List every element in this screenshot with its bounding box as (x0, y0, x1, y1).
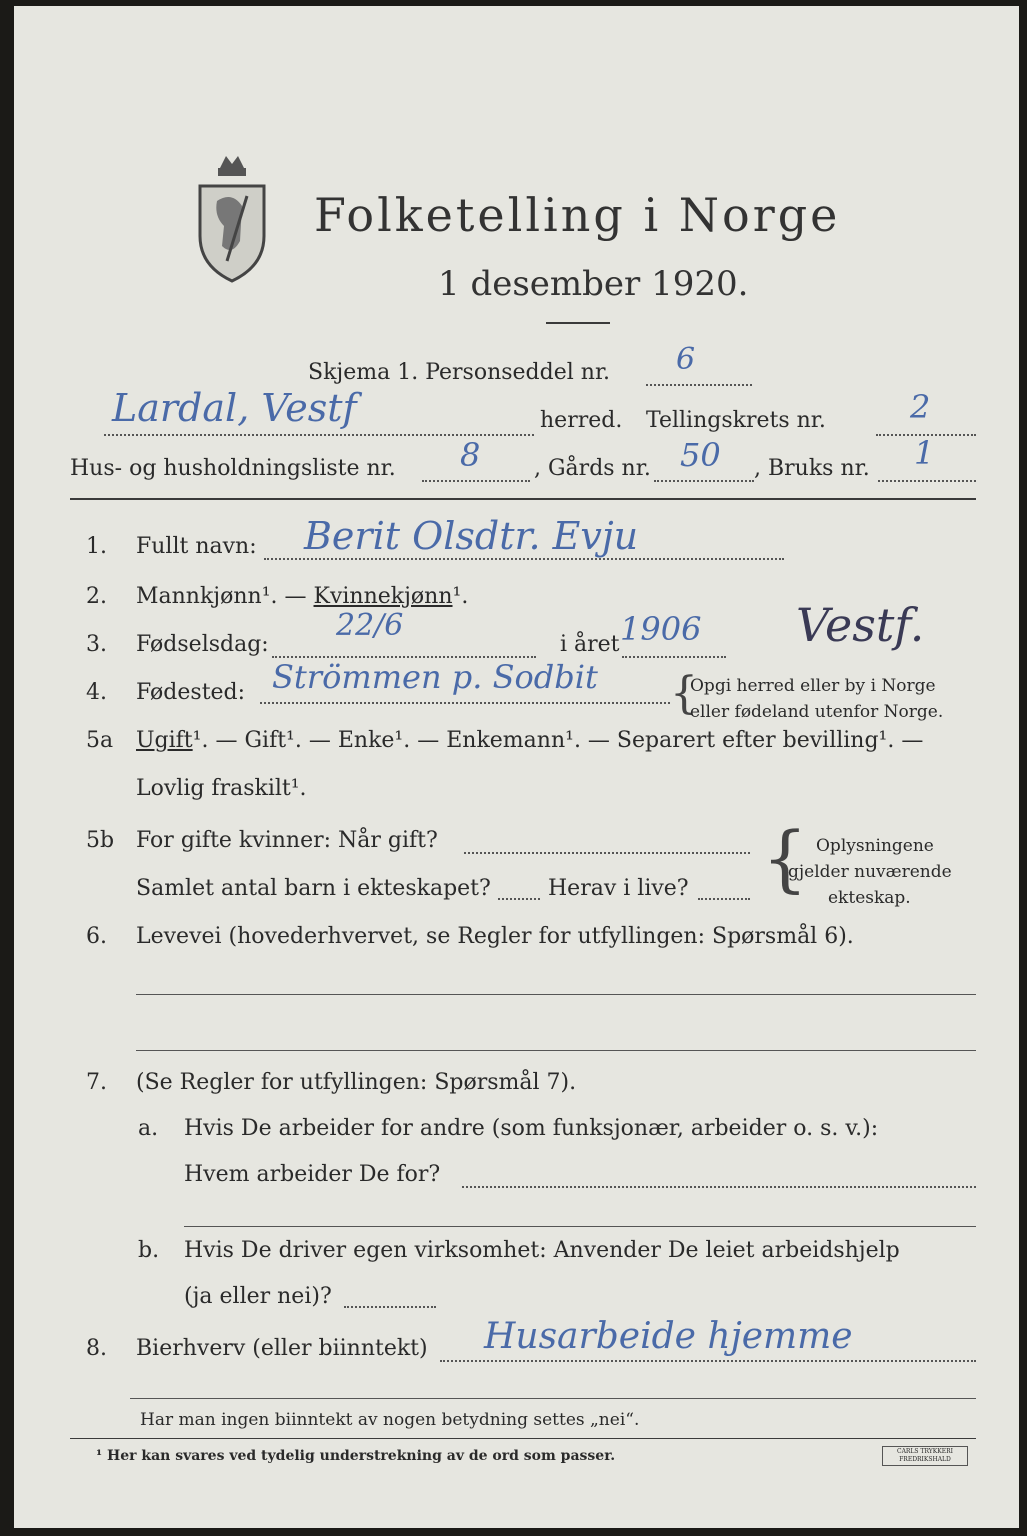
side-income-field[interactable] (440, 1360, 976, 1362)
q8-label: Bierhverv (eller biinntekt) (136, 1336, 428, 1361)
q7b-text: Hvis De driver egen virksomhet: Anvender De leiet arbeidshjelp (184, 1238, 900, 1263)
q5a-options (136, 728, 923, 753)
margin-note: Vestf. (796, 598, 925, 652)
side-income-line-2[interactable] (130, 1398, 976, 1399)
q3-label: Fødselsdag: (136, 632, 269, 657)
printer-stamp: CARLS TRYKKERI FREDRIKSHALD (882, 1446, 968, 1466)
side-income-value: Husarbeide hjemme (484, 1316, 853, 1357)
footer-note: Har man ingen biinntekt av nogen betydning settes „nei“. (140, 1410, 640, 1430)
q7-label: (Se Regler for utfyllingen: Spørsmål 7). (136, 1070, 577, 1095)
herred-label: herred. (540, 408, 623, 433)
q5b-number: 5b (86, 828, 115, 853)
title-divider (546, 322, 610, 324)
employer-field[interactable] (462, 1186, 976, 1188)
q4-hint-2: eller fødeland utenfor Norge. (690, 702, 944, 722)
children-field[interactable] (498, 898, 540, 900)
tellingskrets-value: 2 (910, 388, 931, 426)
q5a-other-options[interactable]: ¹. — Gift¹. — Enke¹. — Enkemann¹. — Separert efter bevilling¹. — (192, 728, 924, 753)
bruks-field[interactable] (878, 480, 976, 482)
gards-label: , Gårds nr. (534, 456, 651, 481)
q2-options (136, 584, 468, 609)
q1-label: Fullt navn: (136, 534, 257, 559)
married-date-field[interactable] (464, 852, 750, 854)
gards-field[interactable] (654, 480, 754, 482)
q5b-brace: { (762, 816, 808, 900)
herred-value: Lardal, Vestf (112, 386, 357, 430)
q4-brace: { (670, 668, 698, 719)
hired-help-field[interactable] (344, 1306, 436, 1308)
footnote: ¹ Her kan svares ved tydelig understrekning av de ord som passer. (96, 1448, 616, 1464)
mannkjonn-option[interactable]: Mannkjønn¹. — (136, 584, 314, 609)
occupation-line-1[interactable] (136, 994, 976, 995)
q1-number: 1. (86, 534, 107, 559)
q5b-note-2: gjelder nuværende (788, 862, 952, 882)
q7a-number: a. (138, 1116, 159, 1141)
q3-number: 3. (86, 632, 107, 657)
birthplace-value: Strömmen p. Sodbit (272, 658, 598, 696)
q5b-married-label: For gifte kvinner: Når gift? (136, 828, 438, 853)
fraskilt-option[interactable]: Lovlig fraskilt¹. (136, 776, 307, 801)
hus-label: Hus- og husholdningsliste nr. (70, 456, 396, 481)
kvinnekjonn-option[interactable]: Kvinnekjønn (313, 584, 453, 609)
q4-hint-1: Opgi herred eller by i Norge (690, 676, 936, 696)
alive-label: Herav i live? (548, 876, 689, 901)
occupation-line-2[interactable] (136, 1050, 976, 1051)
year-label: i året (560, 632, 620, 657)
q5a-number: 5a (86, 728, 114, 753)
q7a-question: Hvem arbeider De for? (184, 1162, 441, 1187)
tellingskrets-label: Tellingskrets nr. (646, 408, 826, 433)
q4-label: Fødested: (136, 680, 246, 705)
q2-number: 2. (86, 584, 107, 609)
q8-number: 8. (86, 1336, 107, 1361)
year-value: 1906 (620, 610, 702, 648)
form-title: Folketelling i Norge (314, 188, 841, 242)
employer-line-2[interactable] (184, 1226, 976, 1227)
q2-suffix: ¹. (452, 584, 469, 609)
bruks-value: 1 (914, 434, 935, 472)
q7a-text: Hvis De arbeider for andre (som funksjonær, arbeider o. s. v.): (184, 1116, 879, 1141)
census-form (14, 6, 1019, 1528)
q7-number: 7. (86, 1070, 107, 1095)
personseddel-value: 6 (676, 342, 696, 377)
alive-field[interactable] (698, 898, 750, 900)
q6-number: 6. (86, 924, 107, 949)
coat-of-arms-icon (192, 146, 272, 286)
q4-number: 4. (86, 680, 107, 705)
year-field[interactable] (622, 656, 726, 658)
q5b-note-1: Oplysningene (816, 836, 934, 856)
gards-value: 50 (680, 436, 721, 474)
birthplace-field[interactable] (260, 702, 670, 704)
q7b-number: b. (138, 1238, 160, 1263)
census-date: 1 desember 1920. (438, 264, 749, 304)
full-name-field[interactable] (264, 558, 784, 560)
ugift-option[interactable]: Ugift (136, 728, 193, 753)
q7b-question: (ja eller nei)? (184, 1284, 332, 1309)
q5b-note-3: ekteskap. (828, 888, 911, 908)
children-label: Samlet antal barn i ekteskapet? (136, 876, 491, 901)
hus-value: 8 (460, 436, 481, 474)
footer-rule (70, 1438, 976, 1439)
full-name-value: Berit Olsdtr. Evju (304, 514, 639, 558)
header-rule (70, 498, 976, 500)
bruks-label: , Bruks nr. (754, 456, 870, 481)
hus-field[interactable] (422, 480, 530, 482)
personseddel-field[interactable] (646, 384, 752, 386)
birthday-value: 22/6 (336, 608, 404, 643)
schema-label: Skjema 1. Personseddel nr. (308, 360, 611, 385)
q6-label: Levevei (hovederhvervet, se Regler for utfyllingen: Spørsmål 6). (136, 924, 854, 949)
